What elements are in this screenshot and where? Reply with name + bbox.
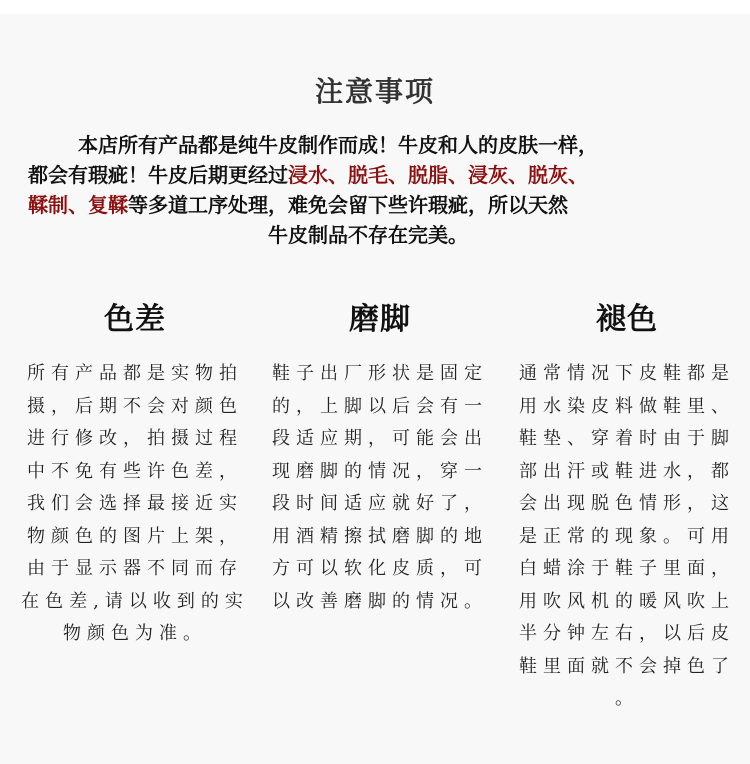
column-body bbox=[265, 358, 495, 618]
column-line: 在色差,请以收到的实 bbox=[21, 590, 249, 612]
column-heading: 褪色 bbox=[596, 302, 658, 337]
column-line: 段时间适应就好了， bbox=[272, 493, 488, 514]
column-line: 用水染皮料做鞋里、 bbox=[519, 395, 735, 417]
column-line: 部出汗或鞋进水，都 bbox=[519, 460, 735, 482]
intro-line bbox=[28, 190, 738, 220]
column-line: 的，上脚以后会有一 bbox=[272, 395, 488, 417]
intro-text: 都会有瑕疵！牛皮后期更经过 bbox=[28, 163, 288, 187]
column-body bbox=[20, 358, 250, 651]
column-line: 鞋垫、穿着时由于脚 bbox=[519, 428, 735, 449]
column-foot-rubbing bbox=[265, 300, 495, 618]
column-line: 。 bbox=[615, 688, 639, 709]
column-line: 物颜色的图片上架， bbox=[27, 525, 243, 547]
column-line: 摄，后期不会对颜色 bbox=[27, 395, 243, 417]
column-line: 我们会选择最接近实 bbox=[27, 493, 243, 514]
page-title: 注意事项 bbox=[314, 75, 435, 108]
column-line: 会出现脱色情形，这 bbox=[519, 493, 735, 514]
column-line: 中不免有些许色差， bbox=[27, 460, 243, 482]
column-line: 进行修改，拍摄过程 bbox=[27, 428, 243, 449]
top-band bbox=[0, 0, 750, 14]
column-line: 鞋子出厂形状是固定 bbox=[272, 363, 488, 384]
column-fading bbox=[512, 300, 742, 716]
column-heading: 色差 bbox=[104, 302, 166, 337]
intro-line bbox=[28, 220, 738, 250]
intro-text: 等多道工序处理，难免会留下些许瑕疵，所以天然 bbox=[128, 193, 568, 217]
column-line: 半分钟左右，以后皮 bbox=[519, 623, 735, 644]
column-line: 以改善磨脚的情况。 bbox=[272, 590, 488, 612]
column-line: 段适应期，可能会出 bbox=[272, 428, 488, 449]
intro-text: 本店所有产品都是纯牛皮制作而成！牛皮和人的皮肤一样， bbox=[78, 133, 598, 157]
column-line: 白蜡涂于鞋子里面， bbox=[519, 558, 735, 579]
intro-line bbox=[28, 130, 738, 160]
column-line: 用吹风机的暖风吹上 bbox=[519, 590, 735, 612]
highlighted-process-text: 浸水、脱毛、脱脂、浸灰、脱灰、 bbox=[288, 163, 588, 187]
column-line: 方可以软化皮质，可 bbox=[272, 558, 488, 579]
column-line: 所有产品都是实物拍 bbox=[27, 363, 243, 384]
intro-paragraph bbox=[28, 130, 738, 250]
column-line: 物颜色为准。 bbox=[63, 623, 207, 644]
column-color-difference bbox=[20, 300, 250, 651]
column-line: 鞋里面就不会掉色了 bbox=[519, 655, 735, 677]
highlighted-process-text: 鞣制、复鞣 bbox=[28, 193, 128, 217]
column-body bbox=[512, 358, 742, 716]
column-line: 通常情况下皮鞋都是 bbox=[519, 363, 735, 384]
column-line: 由于显示器不同而存 bbox=[27, 558, 243, 579]
column-line: 是正常的现象。可用 bbox=[519, 525, 735, 547]
column-line: 现磨脚的情况，穿一 bbox=[272, 460, 488, 482]
intro-text: 牛皮制品不存在完美。 bbox=[268, 223, 468, 247]
intro-line bbox=[28, 160, 738, 190]
column-heading: 磨脚 bbox=[349, 302, 411, 337]
column-line: 用酒精擦拭磨脚的地 bbox=[272, 525, 488, 547]
